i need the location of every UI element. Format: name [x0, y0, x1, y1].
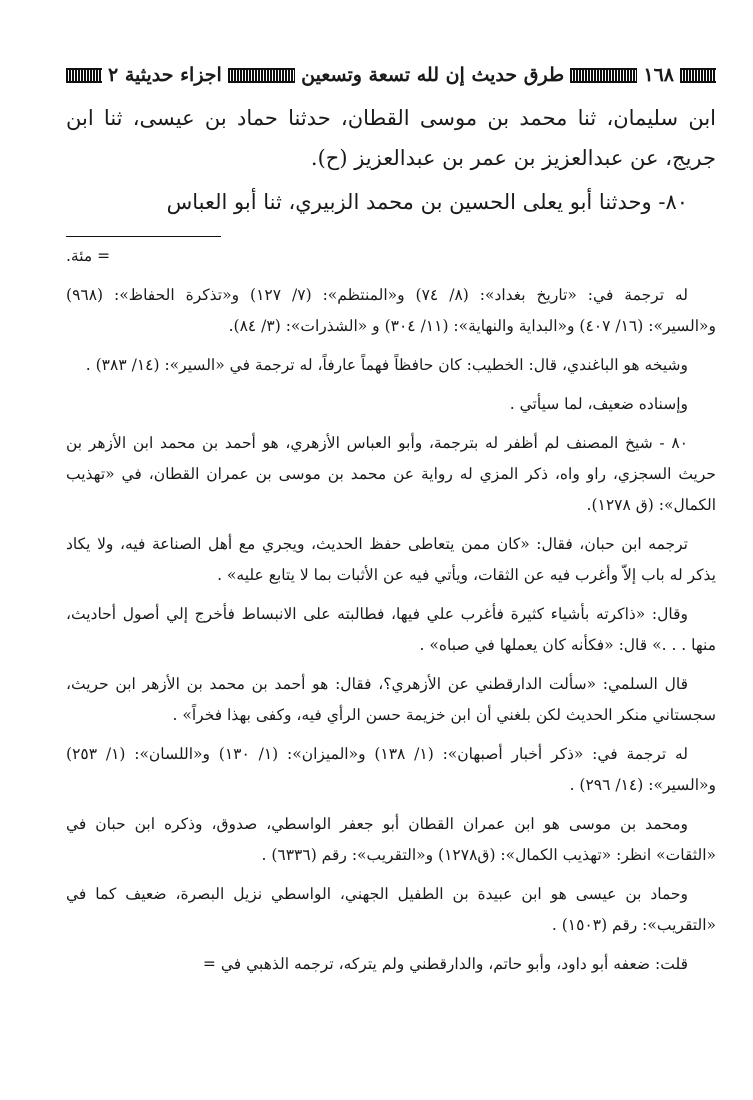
- footnote-separator-wrap: [66, 236, 716, 237]
- header-ornament-mid-left: [228, 68, 295, 83]
- footnote-continuation-text: = مئة.: [66, 247, 111, 265]
- footnote-continuation: [66, 241, 716, 272]
- footnote-paragraph: ٨٠ - شيخ المصنف لم أظفر له بترجمة، وأبو العباس الأزهري، هو أحمد بن محمد ابن الأزهر بن حريث السجزي، راو واه، ذكر المزي له رواية عن محمد بن موسى بن عمران القطان، في «تهذيب الكمال»: (ق ١٢٧٨).: [66, 434, 716, 514]
- main-text: [66, 98, 716, 222]
- main-paragraph: ٨٠- وحدثنا أبو يعلى الحسين بن محمد الزبيري، ثنا أبو العباس: [166, 190, 688, 214]
- document-page: [66, 58, 716, 988]
- volume-title: اجزاء حديثية ٢: [108, 64, 222, 86]
- footnote-paragraph: له ترجمة في: «ذكر أخبار أصبهان»: (١/ ١٣٨) و«الميزان»: (١/ ١٣٠) و«اللسان»: (١/ ٢٥٣) و«السير»: (١٤/ ٢٩٦) .: [66, 745, 716, 794]
- footnote-paragraph: وإسناده ضعيف، لما سيأتي .: [509, 395, 688, 413]
- footnote-paragraph: قال السلمي: «سألت الدارقطني عن الأزهري؟، فقال: هو أحمد بن محمد بن الأزهر ابن حريث، سجستاني منكر الحديث لكن بلغني أن ابن خزيمة حسن الرأي فيه، وكفى بهذا فخراً» .: [66, 675, 716, 724]
- footnote-paragraph: وحماد بن عيسى هو ابن عبيدة بن الطفيل الجهني، الواسطي نزيل البصرة، ضعيف كما في «التقريب»: رقم (١٥٠٣) .: [66, 885, 716, 934]
- book-title: طرق حديث إن لله تسعة وتسعين: [301, 64, 565, 86]
- footnote-separator: [66, 236, 221, 237]
- header-ornament-mid-right: [570, 68, 637, 83]
- main-paragraph: ابن سليمان، ثنا محمد بن موسى القطان، حدثنا حماد بن عيسى، ثنا ابن جريج، عن عبدالعزيز بن عمر بن عبدالعزيز (ح).: [66, 106, 716, 170]
- footnote-paragraph: وقال: «ذاكرته بأشياء كثيرة فأغرب علي فيها، فطالبته على الانبساط فأخرج إلي أصول أحاديث، منها . . .» قال: «فكأنه كان يعملها في صباه» .: [66, 605, 716, 654]
- footnote-paragraph: ومحمد بن موسى هو ابن عمران القطان أبو جعفر الواسطي، صدوق، وذكره ابن حبان في «الثقات» انظر: «تهذيب الكمال»: (ق١٢٧٨) و«التقريب»: رقم (٦٣٣٦) .: [66, 815, 716, 864]
- header-ornament-right: [680, 68, 716, 83]
- footnote-paragraph: قلت: ضعفه أبو داود، وأبو حاتم، والدارقطني ولم يتركه، ترجمه الذهبي في =: [202, 955, 688, 973]
- page-number: ١٦٨: [643, 64, 674, 86]
- header-ornament-left: [66, 68, 102, 83]
- footnote-paragraph: له ترجمة في: «تاريخ بغداد»: (٨/ ٧٤) و«المنتظم»: (٧/ ١٢٧) و«تذكرة الحفاظ»: (٩٦٨) و«السير»: (١٦/ ٤٠٧) و«البداية والنهاية»: (١١/ ٣٠٤) و «الشذرات»: (٣/ ٨٤).: [66, 286, 716, 335]
- footnotes: [66, 241, 716, 980]
- running-header: [66, 58, 716, 92]
- footnote-paragraph: ترجمه ابن حبان، فقال: «كان ممن يتعاطى حفظ الحديث، ويجري مع أهل الصناعة فيه، ولا يكاد يذكر له باب إلاّ وأغرب فيه عن الثقات، ويأتي فيه عن الأثبات بما لا يتابع عليه» .: [66, 535, 716, 584]
- footnote-paragraph: وشيخه هو الباغندي، قال: الخطيب: كان حافظاً فهماً عارفاً، له ترجمة في «السير»: (١٤/ ٣٨٣) .: [85, 356, 688, 374]
